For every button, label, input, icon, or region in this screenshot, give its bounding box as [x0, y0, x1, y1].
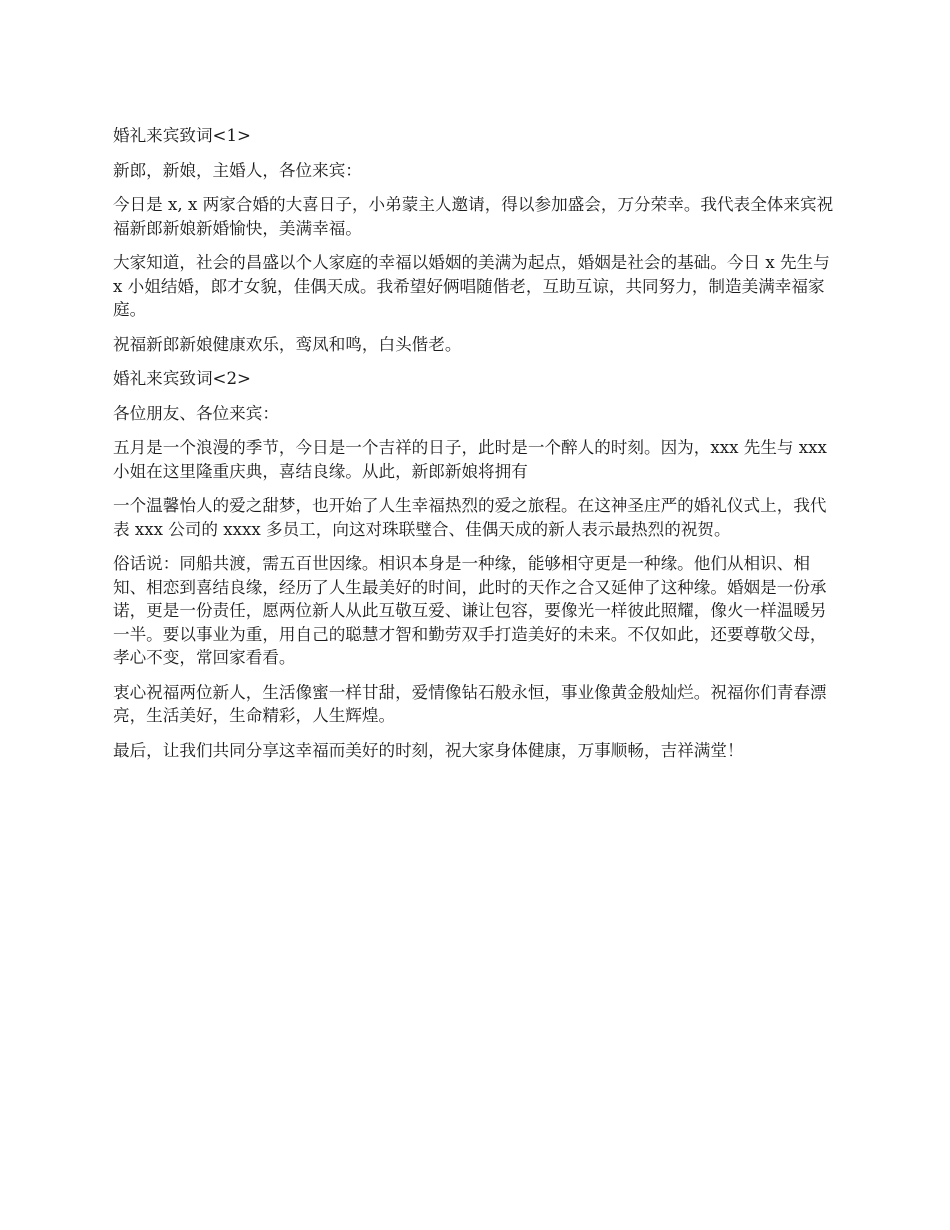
speech-2-salutation: 各位朋友、各位来宾： — [113, 403, 279, 423]
speech-2-paragraph: 五月是一个浪漫的季节，今日是一个吉祥的日子，此时是一个醉人的时刻。因为，xxx 先生与 xxx 小姐在这里隆重庆典，喜结良缘。从此，新郎新娘将拥有 — [113, 438, 827, 481]
speech-2-heading: 婚礼来宾致词<2> — [113, 369, 251, 388]
speech-2-paragraph: 一个温馨怡人的爱之甜梦，也开始了人生幸福热烈的爱之旅程。在这神圣庄严的婚礼仪式上，我代表 xxx 公司的 xxxx 多员工，向这对珠联璧合、佳偶天成的新人表示最热烈的祝贺。 — [113, 496, 827, 539]
speech-2-closing: 最后，让我们共同分享这幸福而美好的时刻，祝大家身体健康，万事顺畅，吉祥满堂！ — [113, 740, 744, 760]
speech-2-paragraph: 衷心祝福两位新人，生活像蜜一样甘甜，爱情像钻石般永恒，事业像黄金般灿烂。祝福你们青春漂亮，生活美好，生命精彩，人生辉煌。 — [113, 682, 827, 725]
speech-1-heading: 婚礼来宾致词<1> — [113, 126, 251, 145]
document-body — [113, 124, 839, 773]
speech-1-paragraph: 大家知道，社会的昌盛以个人家庭的幸福以婚姻的美满为起点，婚姻是社会的基础。今日 x 先生与 x 小姐结婚，郎才女貌，佳偶天成。我希望好俩唱随偕老，互助互谅，共同努力，制造美满幸福家庭。 — [113, 253, 830, 319]
speech-2-paragraph: 俗话说：同船共渡，需五百世因缘。相识本身是一种缘，能够相守更是一种缘。他们从相识、相知、相恋到喜结良缘，经历了人生最美好的时间，此时的天作之合又延伸了这种缘。婚姻是一份承诺，更是一份责任，愿两位新人从此互敬互爱、谦让包容，要像光一样彼此照耀，像火一样温暖另一半。要以事业为重，用自己的聪慧才智和勤劳双手打造美好的未来。不仅如此，还要尊敬父母，孝心不变，常回家看看。 — [113, 554, 827, 667]
speech-1-paragraph: 今日是 x, x 两家合婚的大喜日子，小弟蒙主人邀请，得以参加盛会，万分荣幸。我代表全体来宾祝福新郎新娘新婚愉快，美满幸福。 — [113, 195, 834, 238]
speech-1-closing: 祝福新郎新娘健康欢乐，鸾凤和鸣，白头偕老。 — [113, 334, 462, 354]
speech-1-salutation: 新郎，新娘，主婚人，各位来宾： — [113, 160, 362, 180]
